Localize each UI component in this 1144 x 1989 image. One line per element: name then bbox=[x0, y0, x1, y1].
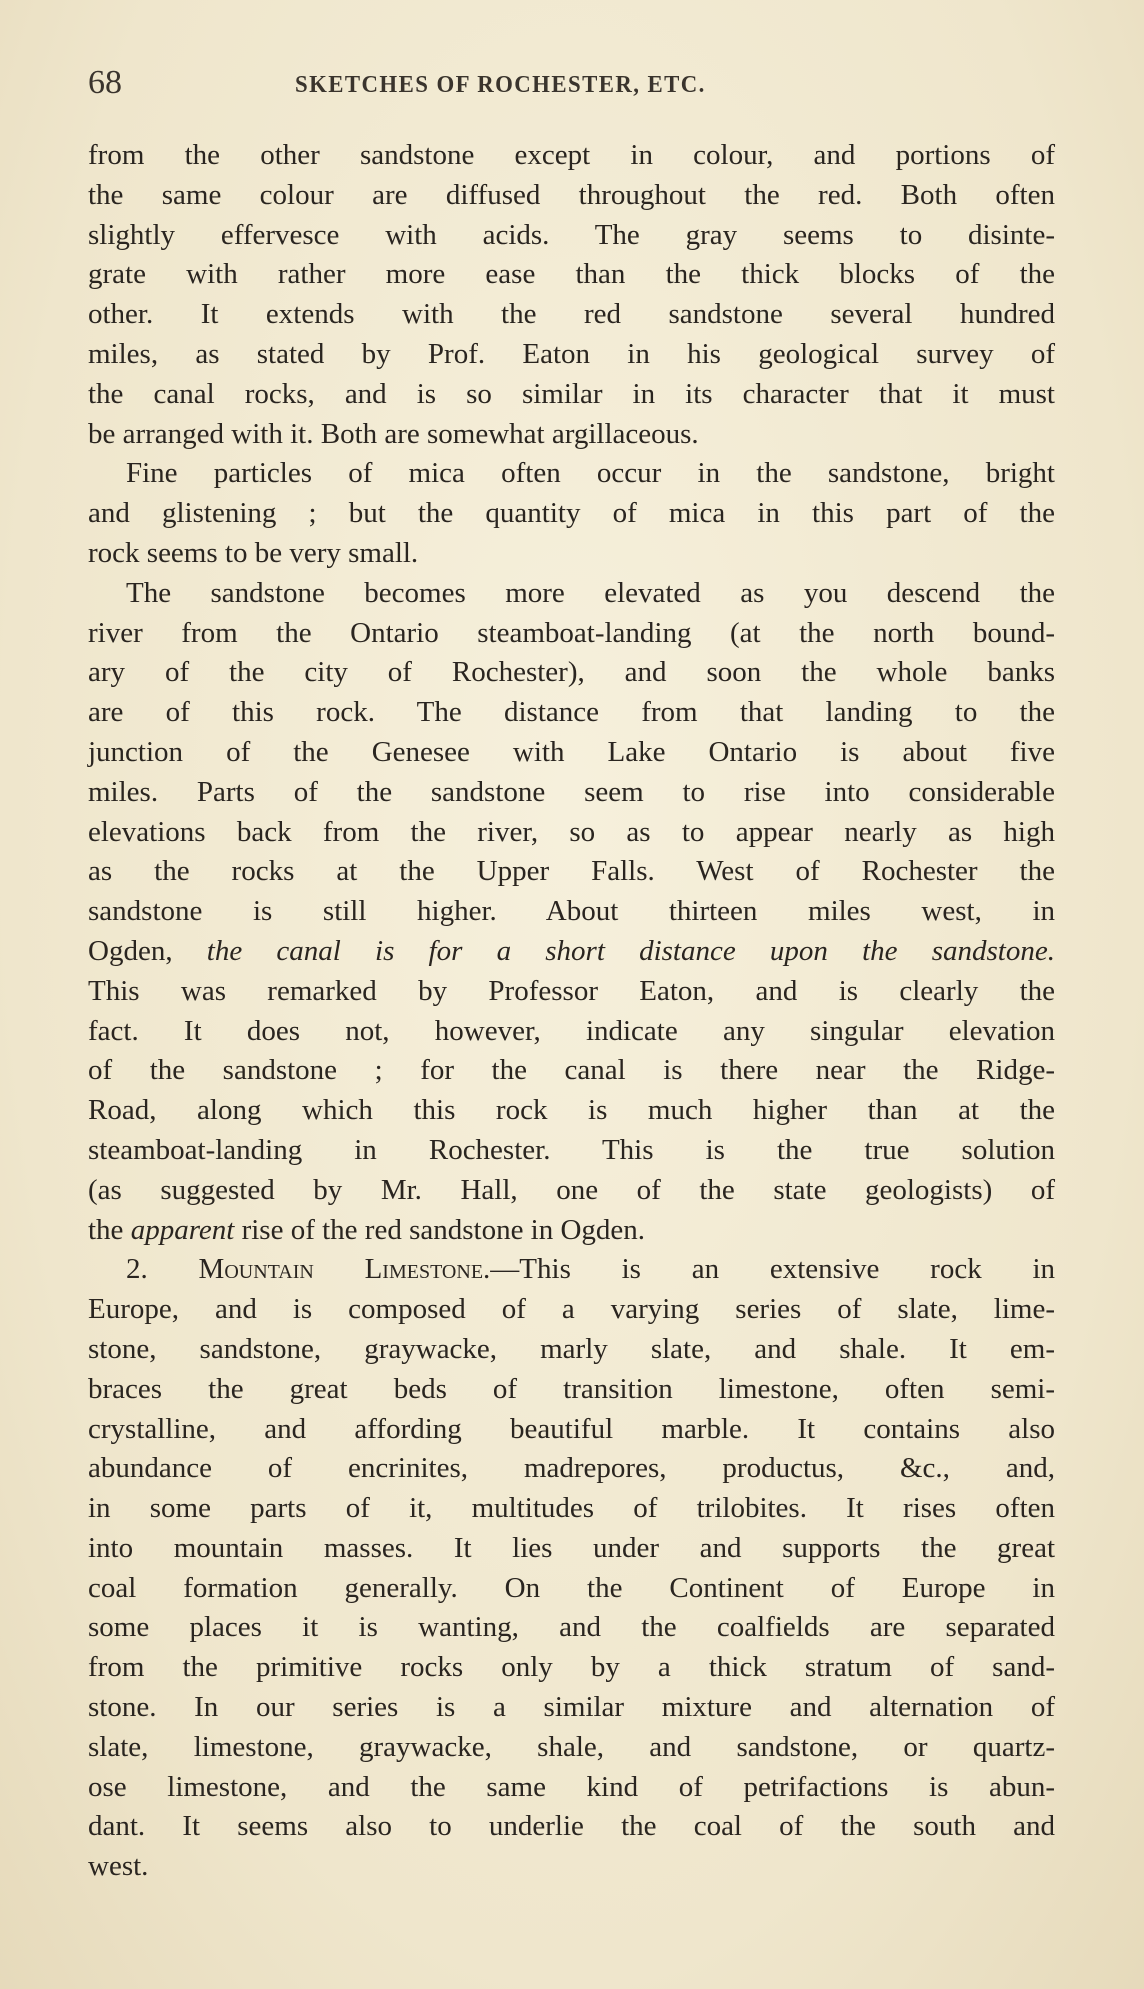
text-line: stone, sandstone, graywacke, marly slate, and shale. It em- bbox=[88, 1332, 1055, 1365]
text-line: elevations back from the river, so as to appear nearly as high bbox=[88, 815, 1055, 848]
text-line: the same colour are diffused throughout the red. Both often bbox=[88, 178, 1055, 211]
text-line: braces the great beds of transition limestone, often semi- bbox=[88, 1372, 1055, 1405]
text-line: stone. In our series is a similar mixture and alternation of bbox=[88, 1691, 1055, 1724]
text-line: in some parts of it, multitudes of trilobites. It rises often bbox=[88, 1492, 1055, 1525]
body-text bbox=[88, 136, 1055, 1887]
text-line: crystalline, and affording beautiful marble. It contains also bbox=[88, 1412, 1055, 1445]
text-line: are of this rock. The distance from that landing to the bbox=[88, 696, 1055, 729]
text-line: Road, along which this rock is much higher than at the bbox=[88, 1094, 1055, 1127]
text-segment: rise of the red sandstone in Ogden. bbox=[234, 1213, 646, 1246]
text-line: of the sandstone ; for the canal is there near the Ridge- bbox=[88, 1054, 1055, 1087]
text-segment: 2. bbox=[126, 1253, 199, 1286]
text-line: slate, limestone, graywacke, shale, and sandstone, or quartz- bbox=[88, 1730, 1055, 1763]
paragraph bbox=[88, 574, 1055, 1251]
paragraph bbox=[88, 136, 1055, 454]
paragraph bbox=[88, 1250, 1055, 1887]
text-line: ose limestone, and the same kind of petrifactions is abun- bbox=[88, 1770, 1055, 1803]
text-line: The sandstone becomes more elevated as you descend the bbox=[126, 576, 1055, 609]
text-line: from the other sandstone except in colour, and portions of bbox=[88, 139, 1055, 171]
page-number: 68 bbox=[88, 64, 122, 101]
text-line: be arranged with it. Both are somewhat argillaceous. bbox=[88, 417, 699, 450]
text-line: Europe, and is composed of a varying series of slate, lime- bbox=[88, 1293, 1055, 1326]
text-segment: Ogden, bbox=[88, 934, 207, 967]
small-caps-heading: Mountain Limestone. bbox=[198, 1253, 491, 1286]
text-line: This was remarked by Professor Eaton, and is clearly the bbox=[88, 974, 1055, 1007]
text-line: grate with rather more ease than the thick blocks of the bbox=[88, 258, 1055, 291]
text-line: from the primitive rocks only by a thick stratum of sand- bbox=[88, 1651, 1055, 1684]
text-line: as the rocks at the Upper Falls. West of Rochester the bbox=[88, 855, 1055, 888]
text-line: junction of the Genesee with Lake Ontario is about five bbox=[88, 735, 1055, 768]
text-line: and glistening ; but the quantity of mica in this part of the bbox=[88, 497, 1055, 530]
text-line: miles, as stated by Prof. Eaton in his geological survey of bbox=[88, 337, 1055, 370]
text-line bbox=[88, 1211, 1055, 1251]
page-header bbox=[88, 64, 1055, 104]
italic-text: apparent bbox=[130, 1213, 235, 1246]
text-line bbox=[88, 932, 1055, 972]
text-line: coal formation generally. On the Continent of Europe in bbox=[88, 1571, 1055, 1604]
text-line: some places it is wanting, and the coalfields are separated bbox=[88, 1611, 1055, 1644]
text-line: other. It extends with the red sandstone several hundred bbox=[88, 298, 1055, 331]
text-line: miles. Parts of the sandstone seem to rise into considerable bbox=[88, 775, 1055, 808]
running-head: SKETCHES OF ROCHESTER, ETC. bbox=[295, 72, 706, 98]
text-line: dant. It seems also to underlie the coal of the south and bbox=[88, 1810, 1055, 1843]
text-line: the canal rocks, and is so similar in its character that it must bbox=[88, 377, 1055, 410]
text-segment: the bbox=[88, 1213, 131, 1246]
paragraph bbox=[88, 454, 1055, 573]
text-segment: —This is an extensive rock in bbox=[490, 1253, 1056, 1286]
text-line: fact. It does not, however, indicate any singular elevation bbox=[88, 1014, 1055, 1047]
text-line: rock seems to be very small. bbox=[88, 536, 419, 569]
text-line: west. bbox=[88, 1850, 149, 1883]
text-line: (as suggested by Mr. Hall, one of the state geologists) of bbox=[88, 1173, 1055, 1206]
text-line: abundance of encrinites, madrepores, productus, &c., and, bbox=[88, 1452, 1055, 1485]
text-line: steamboat-landing in Rochester. This is the true solution bbox=[88, 1133, 1055, 1166]
text-line: ary of the city of Rochester), and soon the whole banks bbox=[88, 656, 1055, 689]
text-line: sandstone is still higher. About thirteen miles west, in bbox=[88, 895, 1055, 928]
text-line: into mountain masses. It lies under and supports the great bbox=[88, 1531, 1055, 1564]
text-line: river from the Ontario steamboat-landing (at the north bound- bbox=[88, 616, 1055, 649]
text-line bbox=[88, 1250, 1055, 1290]
text-line: Fine particles of mica often occur in the sandstone, bright bbox=[126, 457, 1055, 490]
text-line: slightly effervesce with acids. The gray seems to disinte- bbox=[88, 218, 1055, 251]
italic-text: the canal is for a short distance upon the sandstone. bbox=[206, 934, 1055, 967]
